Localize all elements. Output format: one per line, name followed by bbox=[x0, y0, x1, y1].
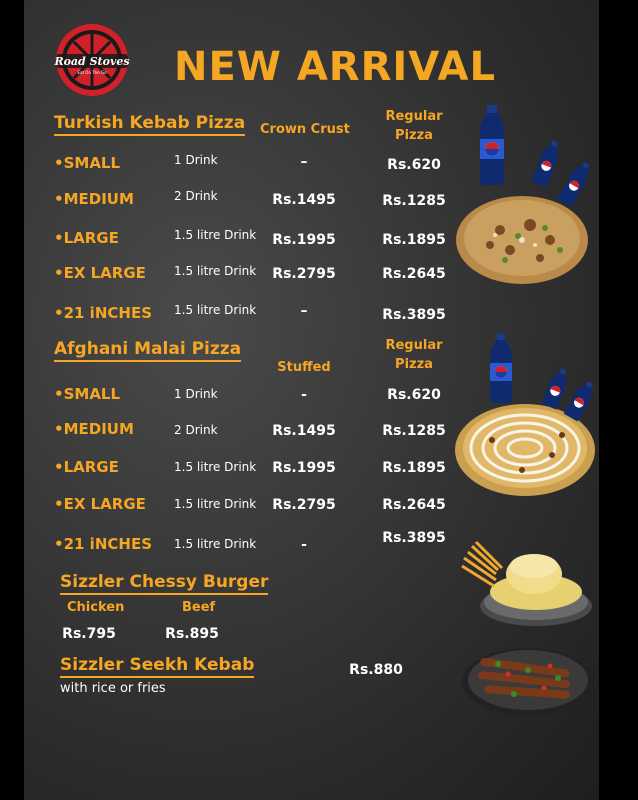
price-col2: Rs.3895 bbox=[382, 530, 446, 546]
price-col1: Rs.1995 bbox=[272, 460, 336, 476]
page-title: NEW ARRIVAL bbox=[174, 44, 496, 90]
drink-label: 1 Drink bbox=[174, 153, 218, 167]
drink-label: 2 Drink bbox=[174, 189, 218, 203]
size-label: •EX LARGE bbox=[54, 495, 146, 513]
col-head-stuffed: Stuffed bbox=[277, 360, 331, 375]
drink-label: 1.5 litre Drink bbox=[174, 264, 257, 278]
size-label: •MEDIUM bbox=[54, 420, 134, 438]
section-title-afghani: Afghani Malai Pizza bbox=[54, 339, 241, 362]
price-col2: Rs.1895 bbox=[382, 460, 446, 476]
drink-label: 1.5 litre Drink bbox=[174, 460, 257, 474]
price-col1: - bbox=[301, 387, 307, 403]
size-label: •21 iNCHES bbox=[54, 535, 152, 553]
size-label: •21 iNCHES bbox=[54, 304, 152, 322]
drink-label: 1.5 litre Drink bbox=[174, 497, 257, 511]
col-head-regular-2 bbox=[376, 336, 452, 374]
pepsi-bottle-icon bbox=[474, 105, 510, 185]
price-col1: - bbox=[301, 537, 307, 553]
size-label: •SMALL bbox=[54, 154, 121, 172]
col-head-regular-line1: Regular bbox=[385, 338, 443, 353]
size-label: •LARGE bbox=[54, 229, 119, 247]
logo-wheel-icon bbox=[54, 22, 130, 98]
section-title-kebab: Sizzler Seekh Kebab bbox=[60, 655, 254, 678]
pepsi-bottle-icon bbox=[486, 333, 516, 403]
drink-label: 1.5 litre Drink bbox=[174, 537, 257, 551]
price-col1: Rs.1495 bbox=[272, 423, 336, 439]
sizzler-plate-image bbox=[458, 634, 598, 720]
logo-text: Road Stoves bbox=[54, 55, 130, 68]
price-col1: Rs.2795 bbox=[272, 497, 336, 513]
drink-label: 1 Drink bbox=[174, 387, 218, 401]
burger-chicken-label: Chicken bbox=[67, 600, 125, 615]
price-col2: Rs.2645 bbox=[382, 266, 446, 282]
col-head-crown-crust: Crown Crust bbox=[260, 122, 350, 137]
menu-board bbox=[24, 0, 599, 800]
size-label: •MEDIUM bbox=[54, 190, 134, 208]
price-col2: Rs.1285 bbox=[382, 423, 446, 439]
size-label: •EX LARGE bbox=[54, 264, 146, 282]
price-col1: – bbox=[300, 154, 308, 170]
price-col2: Rs.2645 bbox=[382, 497, 446, 513]
price-col2: Rs.620 bbox=[387, 387, 441, 403]
kebab-price: Rs.880 bbox=[349, 662, 403, 678]
size-label: •SMALL bbox=[54, 385, 121, 403]
burger-chicken-price: Rs.795 bbox=[62, 626, 116, 642]
drink-label: 2 Drink bbox=[174, 423, 218, 437]
logo-tagline: Eat On The Go bbox=[77, 70, 107, 75]
drink-label: 1.5 litre Drink bbox=[174, 303, 257, 317]
price-col1: Rs.2795 bbox=[272, 266, 336, 282]
drink-label: 1.5 litre Drink bbox=[174, 228, 257, 242]
price-col1: – bbox=[300, 303, 308, 319]
burger-image bbox=[456, 530, 596, 630]
price-col2: Rs.620 bbox=[387, 157, 441, 173]
col-head-regular-line2: Pizza bbox=[395, 357, 433, 372]
price-col2: Rs.1285 bbox=[382, 193, 446, 209]
burger-beef-price: Rs.895 bbox=[165, 626, 219, 642]
col-head-regular-line2: Pizza bbox=[395, 128, 433, 143]
section-title-burger: Sizzler Chessy Burger bbox=[60, 572, 268, 595]
price-col2: Rs.3895 bbox=[382, 307, 446, 323]
burger-beef-label: Beef bbox=[182, 600, 216, 615]
col-head-regular-line1: Regular bbox=[385, 109, 443, 124]
price-col2: Rs.1895 bbox=[382, 232, 446, 248]
col-head-regular bbox=[376, 107, 452, 145]
section-title-turkish: Turkish Kebab Pizza bbox=[54, 113, 245, 136]
price-col1: Rs.1495 bbox=[272, 192, 336, 208]
size-label: •LARGE bbox=[54, 458, 119, 476]
price-col1: Rs.1995 bbox=[272, 232, 336, 248]
kebab-note: with rice or fries bbox=[60, 681, 166, 696]
